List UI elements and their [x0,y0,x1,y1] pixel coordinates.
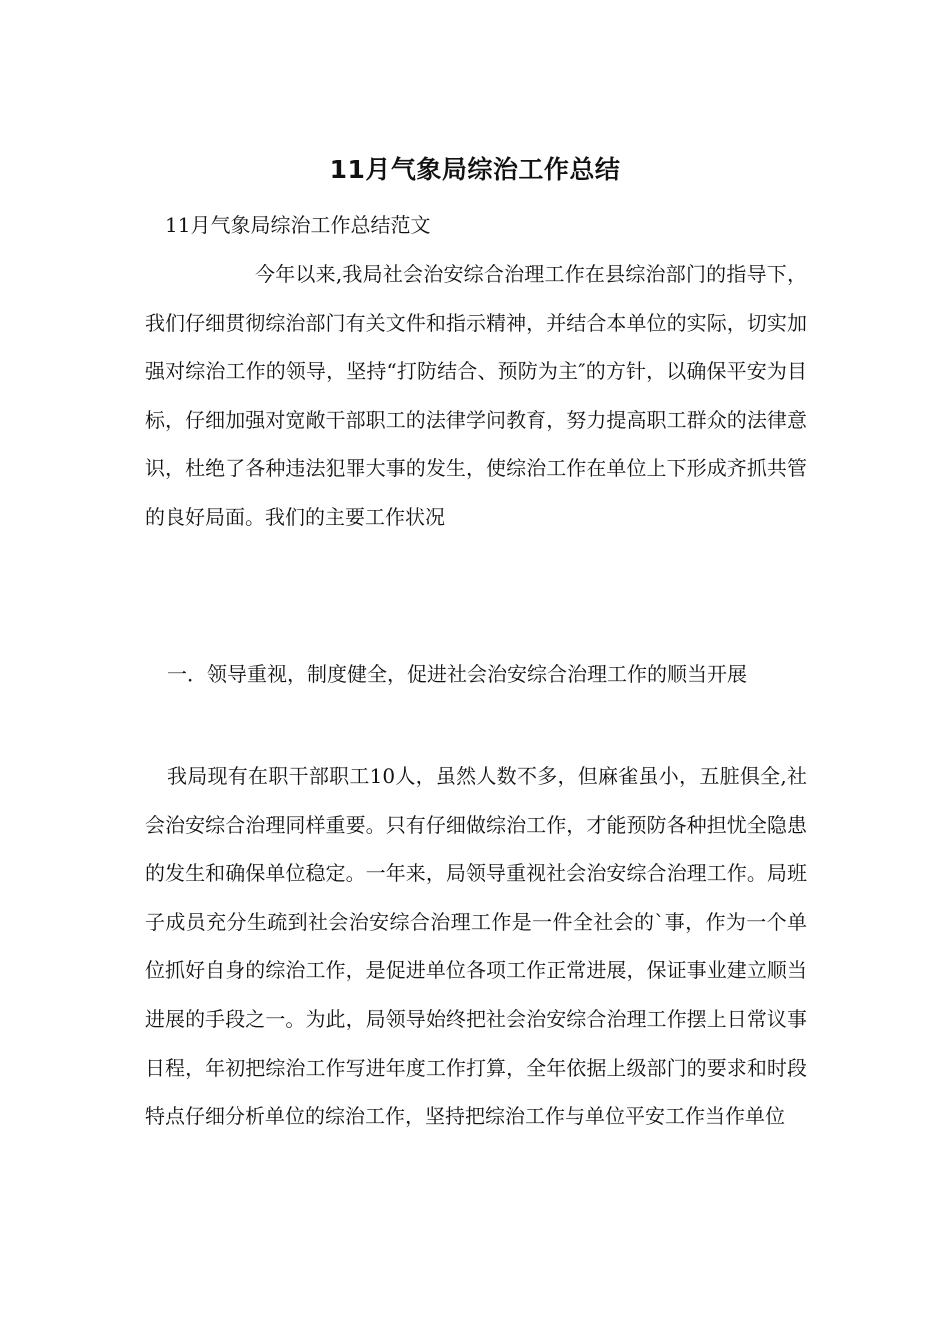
body-paragraph: 我局现有在职干部职工10人，虽然人数不多，但麻雀虽小，五脏俱全,社会治安综合治理同样重要。只有仔细做综治工作，才能预防各种担忧全隐患的发生和确保单位稳定。一年来，局领导重视社会治安综合治理工作。局班子成员充分生疏到社会治安综合治理工作是一件全社会的`事，作为一个单位抓好自身的综治工作，是促进单位各项工作正常进展，保证事业建立顺当进展的手段之一。为此，局领导始终把社会治安综合治理工作摆上日常议事日程，年初把综治工作写进年度工作打算，全年依据上级部门的要求和时段特点仔细分析单位的综治工作，坚持把综治工作与单位平安工作当作单位 [145,764,807,1129]
section-heading-1: 一．领导重视，制度健全，促进社会治安综合治理工作的顺当开展 [167,662,747,686]
intro-paragraph: 今年以来,我局社会治安综合治理工作在县综治部门的指导下，我们仔细贯彻综治部门有关文件和指示精神，并结合本单位的实际，切实加强对综治工作的领导，坚持“打防结合、预防为主″的方针，以确保平安为目标，仔细加强对宽敞干部职工的法律学问教育，努力提高职工群众的法律意识，杜绝了各种违法犯罪大事的发生，使综治工作在单位上下形成齐抓共管的良好局面。我们的主要工作状况 [145,262,807,529]
document-title: 11月气象局综治工作总结 [329,155,621,184]
document-subtitle: 11月气象局综治工作总结范文 [165,213,431,237]
